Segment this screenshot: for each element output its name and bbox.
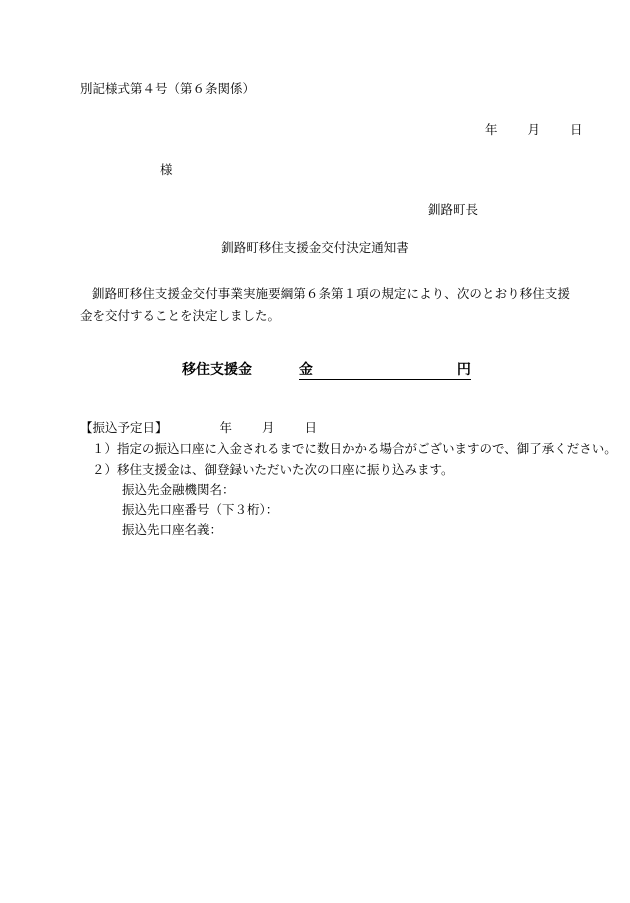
transfer-date-year: 年: [219, 420, 233, 435]
issuer: 釧路町長: [428, 202, 479, 217]
bank-name-field: 振込先金融機関名：: [122, 482, 235, 497]
transfer-date-month: 月: [261, 420, 275, 435]
date-year: 年: [485, 122, 498, 137]
transfer-heading-label: 【振込予定日】: [80, 420, 168, 435]
issue-date: [485, 124, 582, 137]
transfer-note-2: ２）移住支援金は、御登録いただいた次の口座に振り込みます。: [92, 462, 454, 477]
date-month: 月: [527, 122, 540, 137]
transfer-note-1: １）指定の振込口座に入金されるまでに数日かかる場合がございますので、御了承ください。: [92, 441, 617, 456]
amount-value: [299, 363, 471, 380]
transfer-date-heading: [80, 422, 317, 435]
amount-label: 移住支援金: [182, 362, 252, 378]
amount-prefix: 金: [298, 362, 313, 378]
transfer-date-day: 日: [304, 420, 317, 435]
account-number-field: 振込先口座番号（下３桁）：: [122, 502, 279, 517]
account-holder-field: 振込先口座名義：: [122, 522, 223, 537]
date-day: 日: [569, 122, 583, 137]
document-title: 釧路町移住支援金交付決定通知書: [221, 240, 409, 255]
amount-row: [182, 363, 471, 380]
body-text: 釧路町移住支援金交付事業実施要綱第６条第１項の規定により、次のとおり移住支援金を交付することを決定しました。: [80, 286, 570, 323]
amount-suffix: 円: [456, 362, 471, 378]
form-label: 別記様式第４号（第６条関係）: [80, 81, 256, 96]
addressee: 様: [160, 162, 173, 177]
